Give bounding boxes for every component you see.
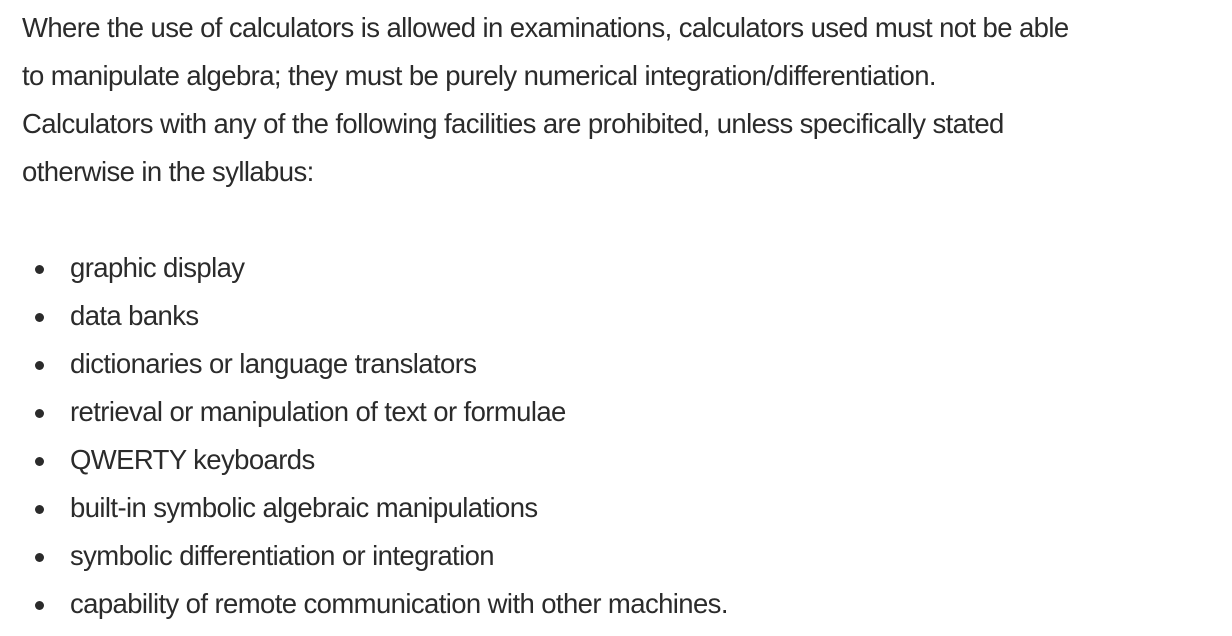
list-item-text: QWERTY keyboards — [70, 444, 315, 475]
list-item-text: dictionaries or language translators — [70, 348, 477, 379]
list-item — [22, 532, 1227, 580]
list-item — [22, 436, 1227, 484]
list-item — [22, 484, 1227, 532]
list-item — [22, 244, 1227, 292]
intro-line-3: Calculators with any of the following facilities are prohibited, unless specifically stated — [22, 108, 1004, 139]
bullet-icon — [35, 553, 44, 562]
list-item-text: retrieval or manipulation of text or formulae — [70, 396, 566, 427]
list-item — [22, 340, 1227, 388]
list-item-text: graphic display — [70, 252, 245, 283]
bullet-icon — [35, 457, 44, 466]
list-item-text: symbolic differentiation or integration — [70, 540, 494, 571]
bullet-icon — [35, 409, 44, 418]
list-item-text: built-in symbolic algebraic manipulations — [70, 492, 538, 523]
bullet-icon — [35, 265, 44, 274]
prohibited-facilities-list — [22, 244, 1227, 628]
intro-line-4: otherwise in the syllabus: — [22, 156, 314, 187]
bullet-icon — [35, 361, 44, 370]
intro-line-1: Where the use of calculators is allowed in examinations, calculators used must not be able — [22, 12, 1069, 43]
list-item — [22, 292, 1227, 340]
list-item — [22, 580, 1227, 628]
bullet-icon — [35, 313, 44, 322]
list-item-text: capability of remote communication with other machines. — [70, 588, 728, 619]
intro-line-2: to manipulate algebra; they must be purely numerical integration/differentiation. — [22, 60, 936, 91]
bullet-icon — [35, 505, 44, 514]
bullet-icon — [35, 601, 44, 610]
list-item — [22, 388, 1227, 436]
document-body — [22, 4, 1227, 628]
list-item-text: data banks — [70, 300, 199, 331]
intro-paragraph — [22, 4, 1227, 196]
